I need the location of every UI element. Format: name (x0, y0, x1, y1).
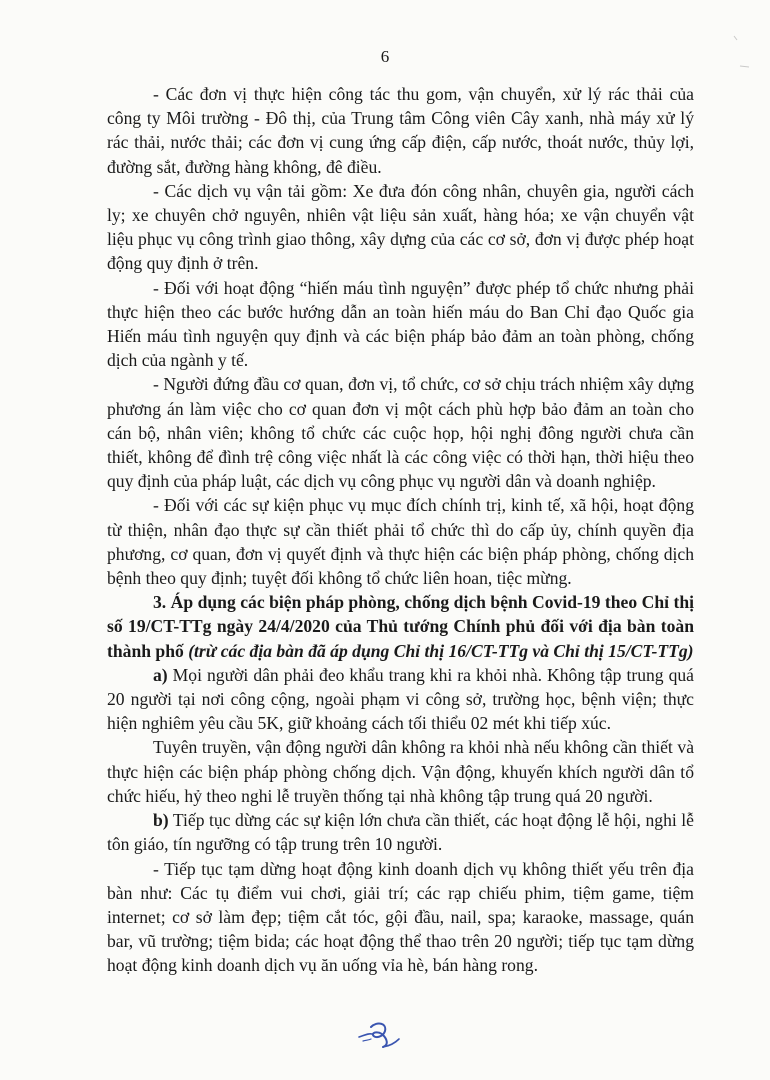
paragraph-agency-heads: - Người đứng đầu cơ quan, đơn vị, tổ chức, cơ sở chịu trách nhiệm xây dựng phương án làm việc cho cơ quan đơn vị một cách phù hợp bảo đảm an toàn cho cán bộ, nhân viên; không tổ chức các cuộc họp, hội nghị đông người chưa cần thiết, không để đình trệ công việc nhất là các công việc có thời hạn, thời hiệu theo quy định của pháp luật, các dịch vụ công phục vụ người dân và doanh nghiệp. (107, 374, 694, 492)
section-3b (107, 808, 694, 856)
section-3-heading-note: (trừ các địa bàn đã áp dụng Chỉ thị 16/CT-TTg và Chỉ thị 15/CT-TTg) (188, 640, 694, 661)
paragraph-waste-units: - Các đơn vị thực hiện công tác thu gom, vận chuyển, xử lý rác thải của công ty Môi trường - Đô thị, của Trung tâm Công viên Cây xanh, nhà máy xử lý rác thải, nước thải; các đơn vị cung ứng cấp điện, cấp nước, thoát nước, thủy lợi, đường sắt, đường hàng không, đê điều. (107, 84, 694, 177)
section-3a (107, 663, 694, 736)
section-3b-label: b) (153, 810, 169, 831)
section-3b-paragraph-2: - Tiếp tục tạm dừng hoạt động kinh doanh dịch vụ không thiết yếu trên địa bàn như: Các tụ điểm vui chơi, giải trí; các rạp chiếu phim, tiệm game, tiệm internet; cơ sở làm đẹp; tiệm cắt tóc, gội đầu, nail, spa; karaoke, massage, quán bar, vũ trường; tiệm bida; các hoạt động thể thao trên 20 người; tiếp tục tạm dừng hoạt động kinh doanh dịch vụ ăn uống vỉa hè, bán hàng rong. (107, 858, 694, 976)
section-3a-label: a) (153, 664, 168, 685)
section-3a-text: Mọi người dân phải đeo khẩu trang khi ra khỏi nhà. Không tập trung quá 20 người tại nơi công cộng, ngoài phạm vi công sở, trường học, bệnh viện; thực hiện nghiêm yêu cầu 5K, giữ khoảng cách tối thiểu 02 mét khi tiếp xúc. (107, 664, 694, 734)
section-3a-paragraph-2: Tuyên truyền, vận động người dân không ra khỏi nhà nếu không cần thiết và thực hiện các biện pháp phòng chống dịch. Vận động, khuyến khích người dân tổ chức hiếu, hỷ theo nghi lễ truyền thống tại nhà không tập trung quá 20 người. (107, 737, 694, 806)
paragraph-events: - Đối với các sự kiện phục vụ mục đích chính trị, kinh tế, xã hội, hoạt động từ thiện, nhân đạo thực sự cần thiết phải tổ chức thì do cấp ủy, chính quyền địa phương, cơ quan, đơn vị quyết định và thực hiện các biện pháp phòng, chống dịch bệnh theo quy định; tuyệt đối không tổ chức liên hoan, tiệc mừng. (107, 495, 694, 589)
signature-icon (355, 1013, 403, 1053)
paragraph-blood-donation: - Đối với hoạt động “hiến máu tình nguyện” được phép tổ chức nhưng phải thực hiện theo các bước hướng dẫn an toàn hiến máu do Ban Chỉ đạo Quốc gia Hiến máu tình nguyện quy định và các biện pháp bảo đảm an toàn phòng, chống dịch của ngành y tế. (107, 277, 694, 371)
section-3b-text: Tiếp tục dừng các sự kiện lớn chưa cần thiết, các hoạt động lễ hội, nghi lễ tôn giáo, tín ngưỡng có tập trung trên 10 người. (107, 810, 694, 855)
paragraph-transport-services: - Các dịch vụ vận tải gồm: Xe đưa đón công nhân, chuyên gia, người cách ly; xe chuyên chở nguyên, nhiên vật liệu sản xuất, hàng hóa; xe vận chuyển vật liệu phục vụ công trình giao thông, xây dựng của các cơ sở, đơn vị được phép hoạt động quy định ở trên. (107, 180, 694, 274)
scan-corner-mark (724, 30, 752, 70)
section-3-heading (107, 590, 694, 663)
page-number: 6 (380, 47, 390, 66)
document-body (107, 82, 694, 978)
section-3-heading-text: 3. Áp dụng các biện pháp phòng, chống dịch bệnh Covid-19 theo Chỉ thị số 19/CT-TTg ngày 24/4/2020 của Thủ tướng Chính phủ đối với địa bàn toàn thành phố (107, 592, 694, 661)
